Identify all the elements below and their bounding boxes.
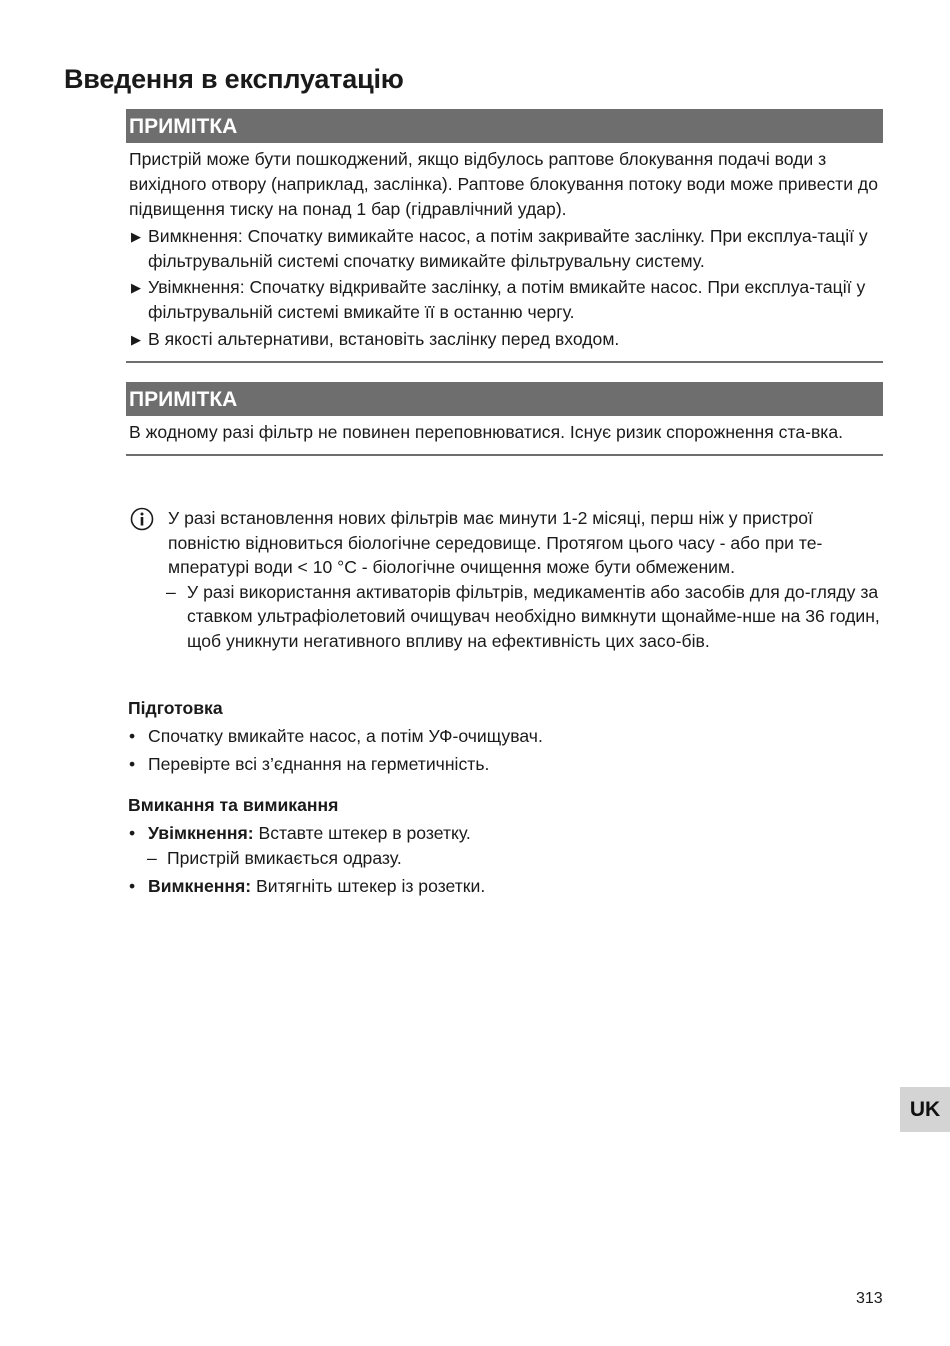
list-item-label: Вимкнення: bbox=[148, 876, 252, 896]
list-item-label: Увімкнення: bbox=[148, 823, 254, 843]
arrow-right-icon: ▶ bbox=[131, 280, 141, 295]
switching-section bbox=[128, 793, 882, 899]
notice-body bbox=[126, 143, 883, 363]
sub-item-text: Пристрій вмикається одразу. bbox=[167, 848, 402, 868]
notice-box-water-hammer bbox=[126, 109, 883, 363]
notice-header: ПРИМІТКА bbox=[126, 382, 883, 416]
arrow-right-icon: ▶ bbox=[131, 331, 141, 347]
instruction-item-switch-on bbox=[129, 275, 883, 325]
info-sub-text: У разі використання активаторів фільтрів, медикаментів або засобів для до-гляду за ставком ультрафіолетовий очищувач необхідно вимкнути щонайме-нше на 36 годин, щоб уникнути негативного впливу на ефективність цих засо-бів. bbox=[187, 581, 880, 651]
section-heading: Вмикання та вимикання bbox=[128, 795, 339, 815]
list-item-switch-on bbox=[128, 821, 882, 846]
page-number: 313 bbox=[856, 1290, 883, 1307]
list-item-text: Перевірте всі з’єднання на герметичність. bbox=[148, 754, 490, 774]
info-icon bbox=[130, 507, 154, 531]
bullet-icon: • bbox=[129, 823, 136, 843]
list-item-text: Витягніть штекер із розетки. bbox=[251, 876, 486, 896]
instruction-text: В якості альтернативи, встановіть заслінку перед входом. bbox=[148, 328, 620, 349]
dash-marker: – bbox=[147, 848, 157, 868]
instruction-item-switch-off bbox=[129, 224, 883, 274]
notice-paragraph: Пристрій може бути пошкоджений, якщо відбулось раптове блокування подачі води з вихідного отвору (наприклад, заслінка). Раптове блокування потоку води може привести до підвищення тиску на понад 1 бар (гідравлічний удар). bbox=[129, 149, 878, 219]
bullet-icon: • bbox=[129, 754, 136, 774]
bullet-icon: • bbox=[129, 726, 136, 746]
instruction-text: Вимкнення: Спочатку вимикайте насос, а потім закривайте заслінку. При експлуа-тації у фільтрувальній системі спочатку вимикайте фільтрувальну систему. bbox=[148, 225, 868, 271]
list-item-switch-off bbox=[128, 874, 882, 899]
instruction-item-alternative bbox=[129, 327, 883, 352]
instruction-text: Увімкнення: Спочатку відкривайте заслінку, а потім вмикайте насос. При експлуа-тації у фільтрувальній системі вмикайте її в останню чергу. bbox=[148, 277, 866, 322]
info-sub-item bbox=[166, 580, 882, 654]
notice-body bbox=[126, 416, 883, 456]
bullet-icon: • bbox=[129, 876, 136, 896]
list-item bbox=[128, 724, 882, 749]
list-item-text: Спочатку вмикайте насос, а потім УФ-очищувач. bbox=[148, 726, 543, 746]
notice-header: ПРИМІТКА bbox=[126, 109, 883, 143]
dash-marker: – bbox=[166, 581, 176, 602]
list-item-text: Вставте штекер в розетку. bbox=[253, 823, 471, 843]
page-title: Введення в експлуатацію bbox=[64, 64, 404, 94]
info-block bbox=[130, 506, 882, 653]
notice-box-filter-overflow bbox=[126, 382, 883, 456]
preparation-section bbox=[128, 696, 882, 777]
info-text: У разі встановлення нових фільтрів має минути 1-2 місяці, перш ніж у пристрої повністю відновиться біологічне середовище. Протягом цього часу - або при те-мпературі води < 10 °C - біологічне очищення може бути обмеженим. bbox=[168, 508, 823, 577]
section-heading: Підготовка bbox=[128, 698, 223, 718]
list-item bbox=[128, 752, 882, 777]
sub-item bbox=[128, 846, 882, 871]
language-tab: UK bbox=[900, 1087, 950, 1132]
arrow-right-icon: ▶ bbox=[131, 228, 141, 244]
notice-paragraph: В жодному разі фільтр не повинен переповнюватися. Існує ризик спорожнення ста-вка. bbox=[129, 422, 844, 442]
